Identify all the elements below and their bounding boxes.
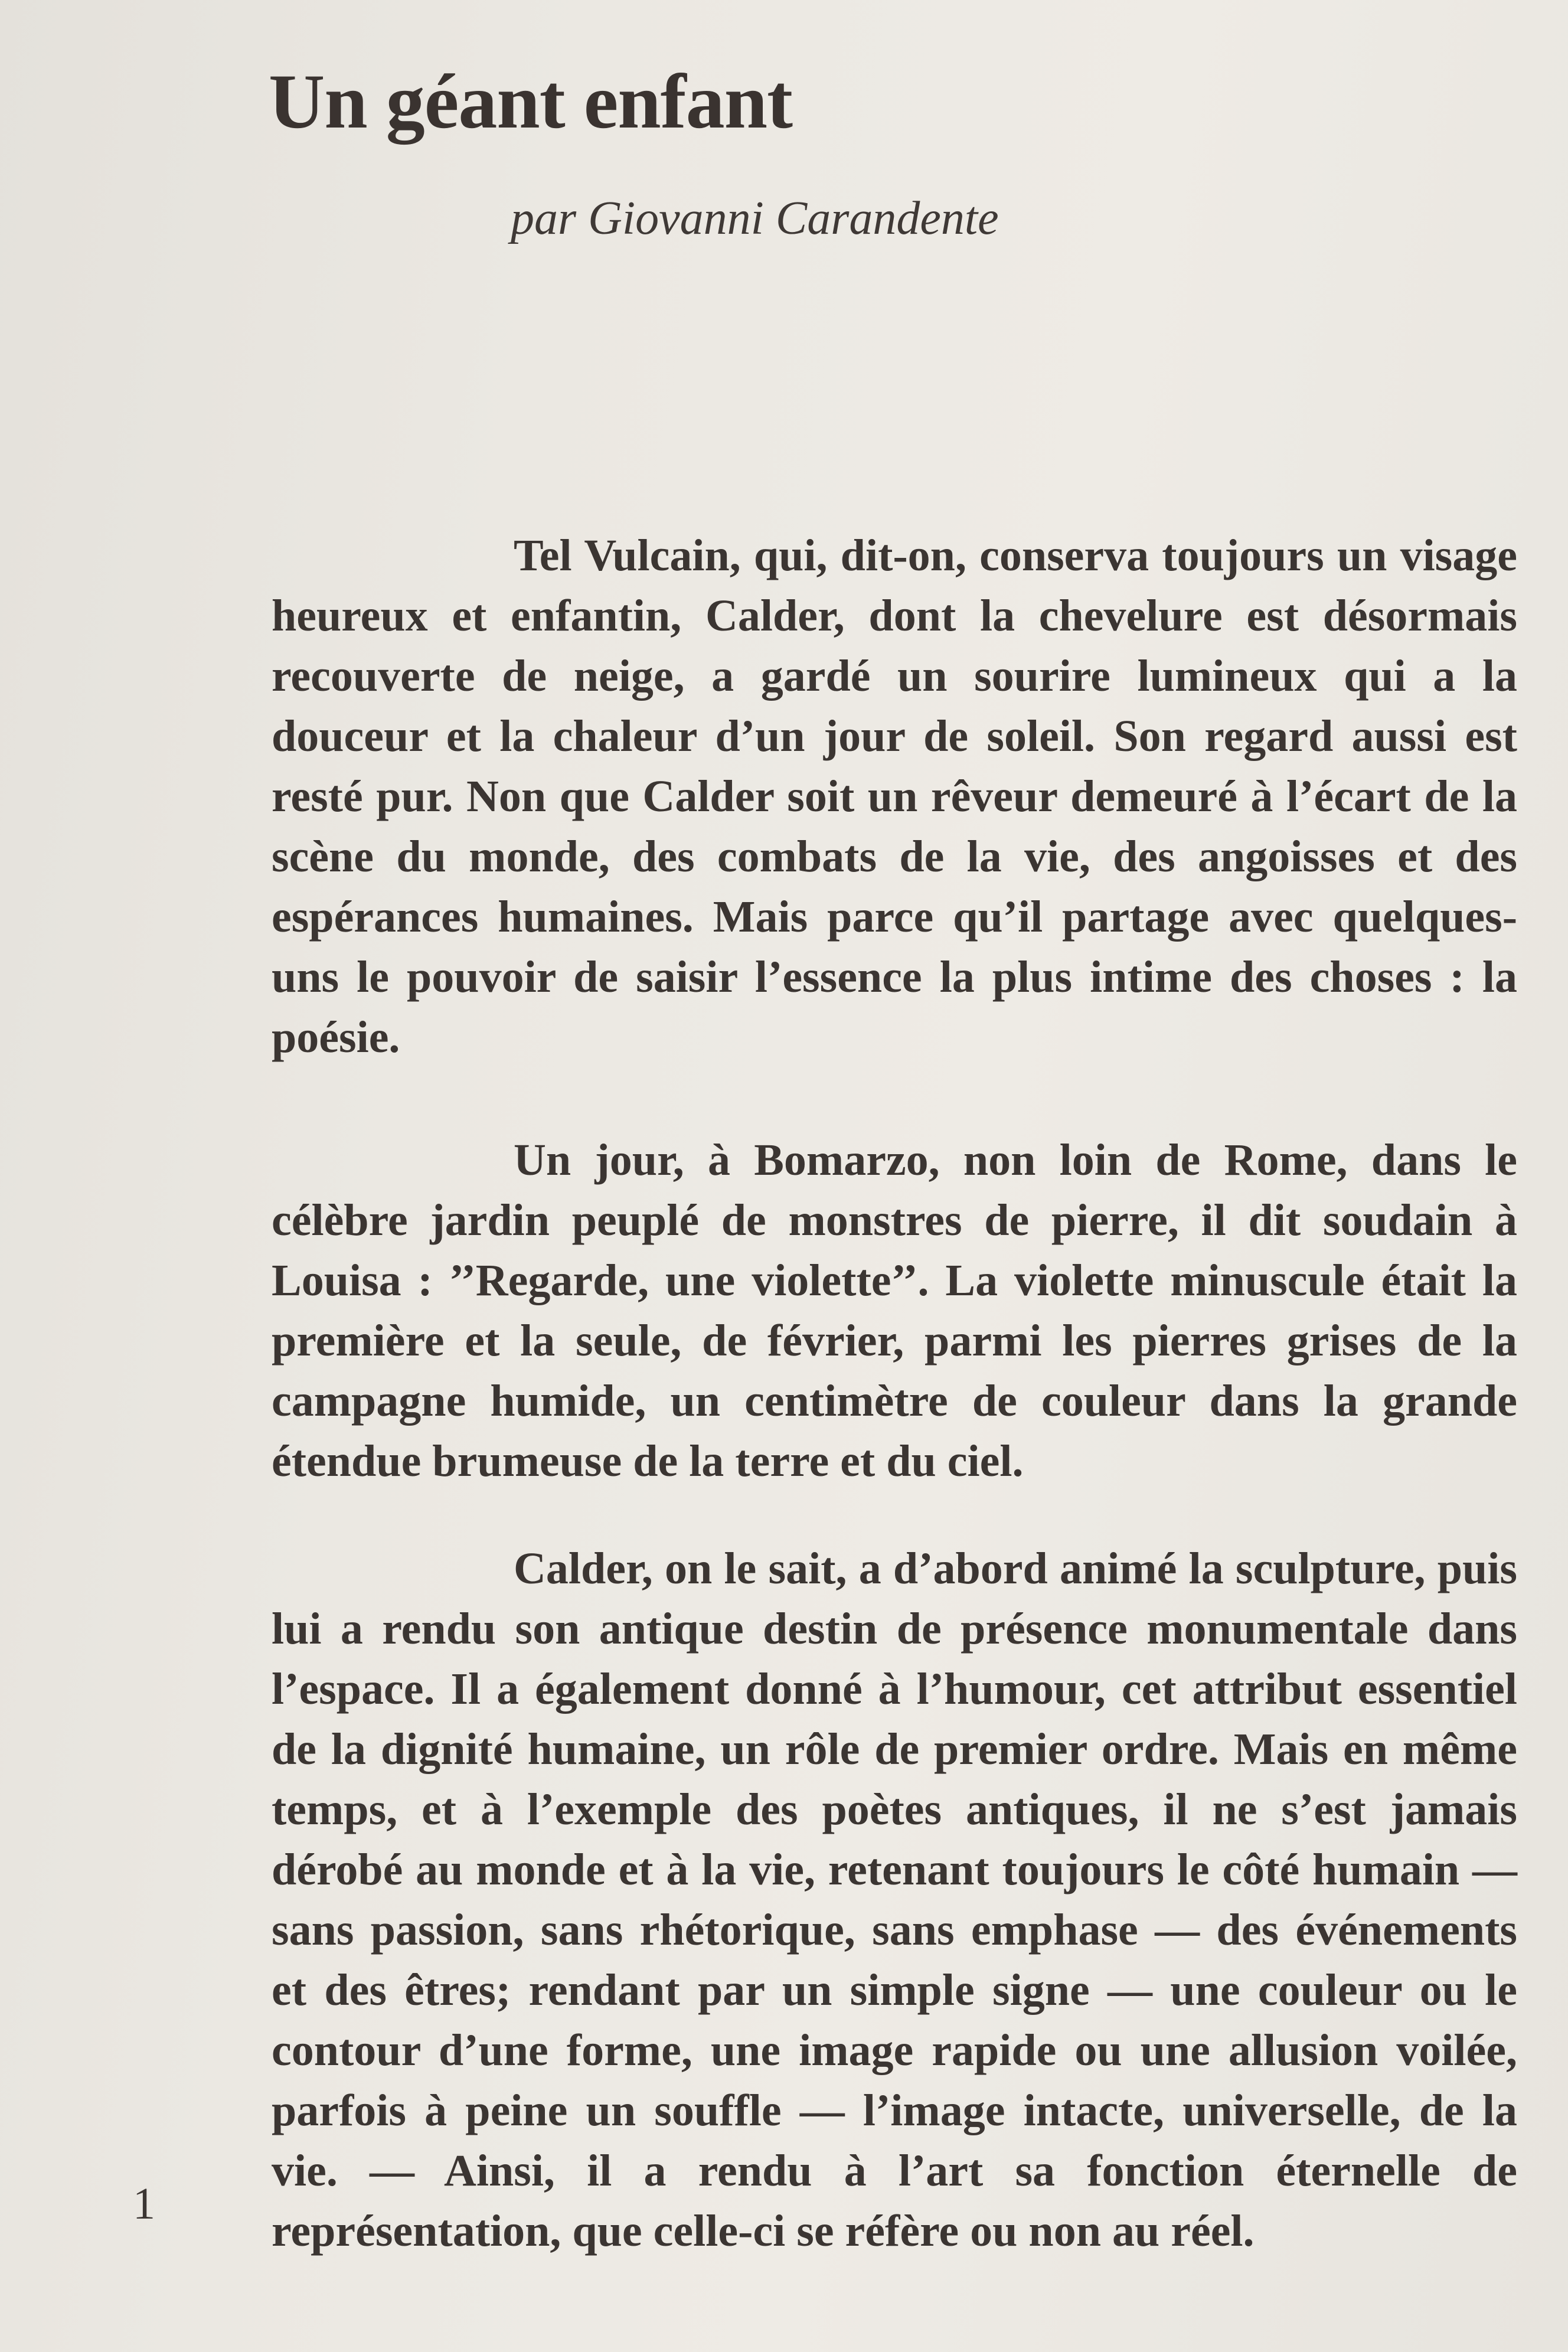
body-paragraph-2: Un jour, à Bomarzo, non loin de Rome, dans le célèbre jardin peuplé de monstres de pierre, il dit soudain à Louisa : ’’Regarde, une violette’’. La violette minuscule était la première et la seule, de février, parmi les pierres grises de la campagne humide, un centimètre de couleur dans la grande étendue brumeuse de la terre et du ciel.	[272, 1135, 1517, 1486]
page-number: 1	[133, 2179, 155, 2229]
body-paragraph-1: Tel Vulcain, qui, dit-on, conserva toujours un visage heureux et enfantin, Calder, dont la chevelure est désormais recouverte de neige, a gardé un sourire lumineux qui a la douceur et la chaleur d’un jour de soleil. Son regard aussi est resté pur. Non que Calder soit un rêveur demeuré à l’écart de la scène du monde, des combats de la vie, des angoisses et des espérances humaines. Mais parce qu’il partage avec quelques-uns le pouvoir de saisir l’essence la plus intime des choses : la poésie.	[272, 531, 1517, 1062]
author-byline: par Giovanni Carandente	[511, 192, 999, 244]
article-title: Un géant enfant	[269, 58, 793, 145]
body-paragraph-3: Calder, on le sait, a d’abord animé la sculpture, puis lui a rendu son antique destin de présence monumentale dans l’espace. Il a également donné à l’humour, cet attribut essentiel de la dignité humaine, un rôle de premier ordre. Mais en même temps, et à l’exemple des poètes antiques, il ne s’est jamais dérobé au monde et à la vie, retenant toujours le côté humain — sans passion, sans rhétorique, sans emphase — des événements et des êtres; rendant par un simple signe — une couleur ou le contour d’une forme, une image rapide ou une allusion voilée, parfois à peine un souffle — l’image intacte, universelle, de la vie. — Ainsi, il a rendu à l’art sa fonction éternelle de représentation, que celle-ci se réfère ou non au réel.	[272, 1544, 1517, 2256]
